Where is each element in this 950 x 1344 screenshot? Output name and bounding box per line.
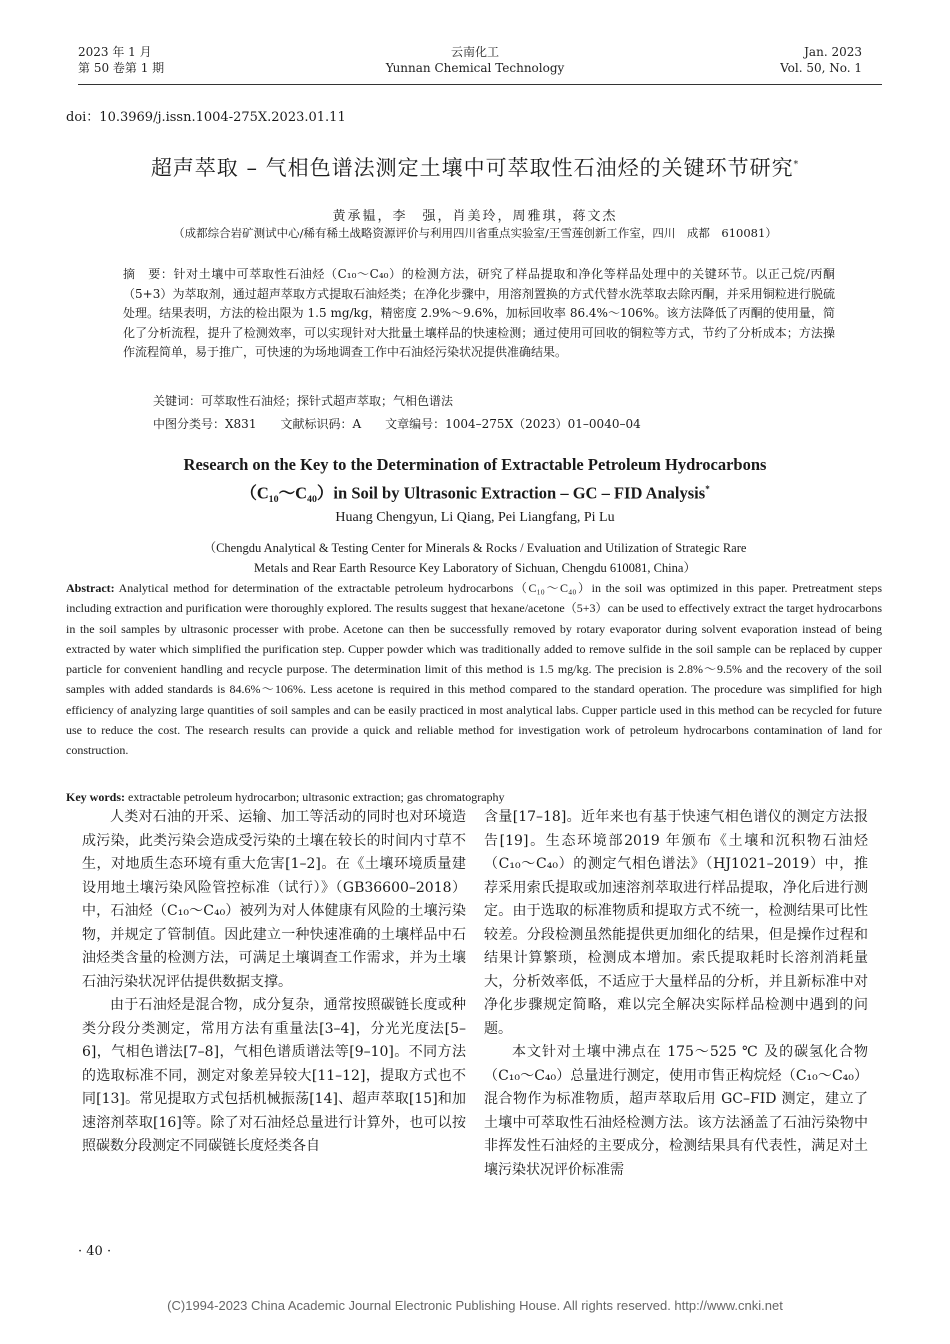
keywords-en <box>66 790 505 805</box>
body-paragraph: 人类对石油的开采、运输、加工等活动的同时也对环境造成污染，此类污染会造成受污染的土壤在较长的时间内寸草不生，对地质生态环境有重大危害[1–2]。在《土壤环境质量建设用地土壤污染风险管控标准（试行）》（GB36600–2018）中，石油烃（C₁₀～C₄₀）被列为对人体健康有风险的土壤污染物，并规定了管制值。因此建立一种快速准确的土壤样品中石油烃类含量的检测方法，可满足土壤调查工作需求，并为土壤石油污染状况评估提供数据支撑。 <box>82 809 466 990</box>
copyright-footer: (C)1994-2023 China Academic Journal Electronic Publishing House. All rights reserved. http://www.cnki.net <box>167 1298 783 1313</box>
journal-name-cn: 云南化工 <box>450 45 499 59</box>
keywords-cn-label: 关键词： <box>153 394 202 408</box>
page-number: · 40 · <box>78 1244 112 1259</box>
keywords-en-text: extractable petroleum hydrocarbon; ultrasonic extraction; gas chromatography <box>128 790 505 804</box>
abstract-cn-text: 针对土壤中可萃取性石油烃（C₁₀～C₄₀）的检测方法，研究了样品提取和净化等样品处理中的关键环节。以正己烷/丙酮（5+3）为萃取剂，通过超声萃取方式提取石油烃类；在净化步骤中，用溶剂置换的方式代替水洗萃取去除丙酮，并采用铜粒进行脱硫处理。结果表明，方法的检出限为 1.5 mg/kg，精密度 2.9%～9.6%，加标回收率 86.4%～106%。该方法降低了丙酮的使用量，简化了分析流程，提升了检测效率，可以实现针对大批量土壤样品的快速检测；通过使用可回收的铜粒等方式，节约了分析成本；方法操作流程简单，易于推广，可快速的为场地调查工作中石油烃污染状况提供准确结果。 <box>123 267 835 359</box>
article-number: 文章编号：1004–275X（2023）01–0040–04 <box>385 417 641 431</box>
affiliation-en-line2: Metals and Rear Earth Resource Key Laboratory of Sichuan, Chengdu 610081, China） <box>254 561 696 575</box>
title-en-line1: Research on the Key to the Determination of Extractable Petroleum Hydrocarbons <box>183 455 767 474</box>
journal-name-en: Yunnan Chemical Technology <box>385 61 565 75</box>
authors-cn: 黄承韫，李 强，肖美玲，周雅琪，蒋文杰 <box>332 209 618 224</box>
issue-date: 2023 年 1 月 <box>78 45 152 59</box>
abstract-en <box>66 578 882 761</box>
abstract-en-text: Analytical method for determination of the extractable petroleum hydrocarbons（C₁₀～C₄₀）in the soil was optimized in this paper. Pretreatment steps including extraction and purification were thoroughly explored. The results suggest that hexane/acetone（5+3）can be used to effectively extract the target hydrocarbons in the soil samples by ultrasonic processer with probe. Acetone can then be successfully removed by rotary evaporator during solvent evaporation instead of being extracted by water which simplified the purification step. Cupper powder which was traditionally added to remove sulfide in the soil sample can be replaced by cupper particle for convenient handling and recycle purpose. The determination limit of this method is 1.5 mg/kg. The precision is 2.8%～9.5% and the recovery of the soil samples with added standards is 84.6%～106%. Less acetone is required in this method compared to the standard operation. The procedure was simplified for high efficiency of analyzing large quantities of soil samples and can be easily practiced in most analytical labs. Cupper particle used in this method can be recycled for future use to reduce the cost. The research results can provide a quick and reliable method for investigation work of petroleum hydrocarbons contamination of land for construction. <box>66 581 882 758</box>
keywords-cn-text: 可萃取性石油烃；探针式超声萃取；气相色谱法 <box>201 394 454 408</box>
body-paragraph: 本文针对土壤中沸点在 175～525 ℃ 及的碳氢化合物（C₁₀～C₄₀）总量进行测定，使用市售正构烷烃（C₁₀～C₄₀）混合物作为标准物质，超声萃取后用 GC–FID 测定，建立了土壤中可萃取性石油烃检测方法。该方法涵盖了石油污染物中非挥发性石油烃的主要成分，检测结果具有代表性，满足对土壤污染状况评价标准需 <box>484 1044 868 1178</box>
title-cn-text: 超声萃取 – 气相色谱法测定土壤中可萃取性石油烃的关键环节研究 <box>150 156 794 180</box>
body-column-right <box>484 806 868 1182</box>
affiliation-en <box>0 538 950 578</box>
body-paragraph: 由于石油烃是混合物，成分复杂，通常按照碳链长度或种类分段分类测定，常用方法有重量法[3–4]，分光光度法[5–6]，气相色谱法[7–8]，气相色谱质谱法等[9–10]。不同方法的选取标准不同，测定对象差异较大[11–12]，提取方式也不同[13]。常见提取方式包括机械振荡[14]、超声萃取[15]和加速溶剂萃取[16]等。除了对石油烃总量进行计算外，也可以按照碳数分段测定不同碳链长度烃类各自 <box>82 997 466 1154</box>
abstract-cn <box>123 265 835 363</box>
title-cn <box>0 152 950 182</box>
document-code: 文献标识码：A <box>280 417 362 431</box>
running-header-right <box>780 44 862 76</box>
body-paragraph: 含量[17–18]。近年来也有基于快速气相色谱仪的测定方法报告[19]。生态环境部2019 年颁布《土壤和沉积物石油烃（C₁₀～C₄₀）的测定气相色谱法》（HJ1021–2019）中，推荐采用索氏提取或加速溶剂萃取进行样品提取，净化后进行测定。由于选取的标准物质和提取方式不统一，检测结果可比性较差。分段检测虽然能提供更加细化的结果，但是操作过程和结果计算繁琐，检测成本增加。索氏提取耗时长溶剂消耗量大，分析效率低，不适应于大量样品的分析，并且新标准中对净化步骤规定简略，难以完全解决实际样品检测中遇到的问题。 <box>484 809 868 1037</box>
affiliation-en-line1: （Chengdu Analytical & Testing Center for Minerals & Rocks / Evaluation and Utilization of Strategic Rare <box>203 541 747 555</box>
classification-line <box>153 415 665 432</box>
title-en-footnote-mark: * <box>705 484 710 494</box>
abstract-en-label: Abstract: <box>66 581 115 595</box>
keywords-cn <box>153 392 453 409</box>
body-column-left <box>82 806 466 1159</box>
issue-date-en: Jan. 2023 <box>804 45 862 59</box>
keywords-en-label: Key words: <box>66 790 125 804</box>
volume-issue: 第 50 卷第 1 期 <box>78 61 165 75</box>
volume-issue-en: Vol. 50, No. 1 <box>780 61 862 75</box>
title-en-line2: （C₁₀～C₄₀）in Soil by Ultrasonic Extraction – GC – FID Analysis <box>240 483 706 503</box>
header-rule <box>78 84 882 85</box>
authors-en: Huang Chengyun, Li Qiang, Pei Liangfang, Pi Lu <box>335 510 615 525</box>
title-en-line2-wrap <box>0 477 950 506</box>
doi: doi：10.3969/j.issn.1004-275X.2023.01.11 <box>66 110 346 125</box>
abstract-cn-label: 摘 要： <box>123 267 174 281</box>
title-en <box>0 452 950 506</box>
clc-number: 中图分类号：X831 <box>153 417 257 431</box>
affiliation-cn: （成都综合岩矿测试中心/稀有稀土战略资源评价与利用四川省重点实验室/王雪莲创新工作室，四川 成都 610081） <box>173 226 777 240</box>
title-cn-footnote-mark: * <box>793 160 800 170</box>
